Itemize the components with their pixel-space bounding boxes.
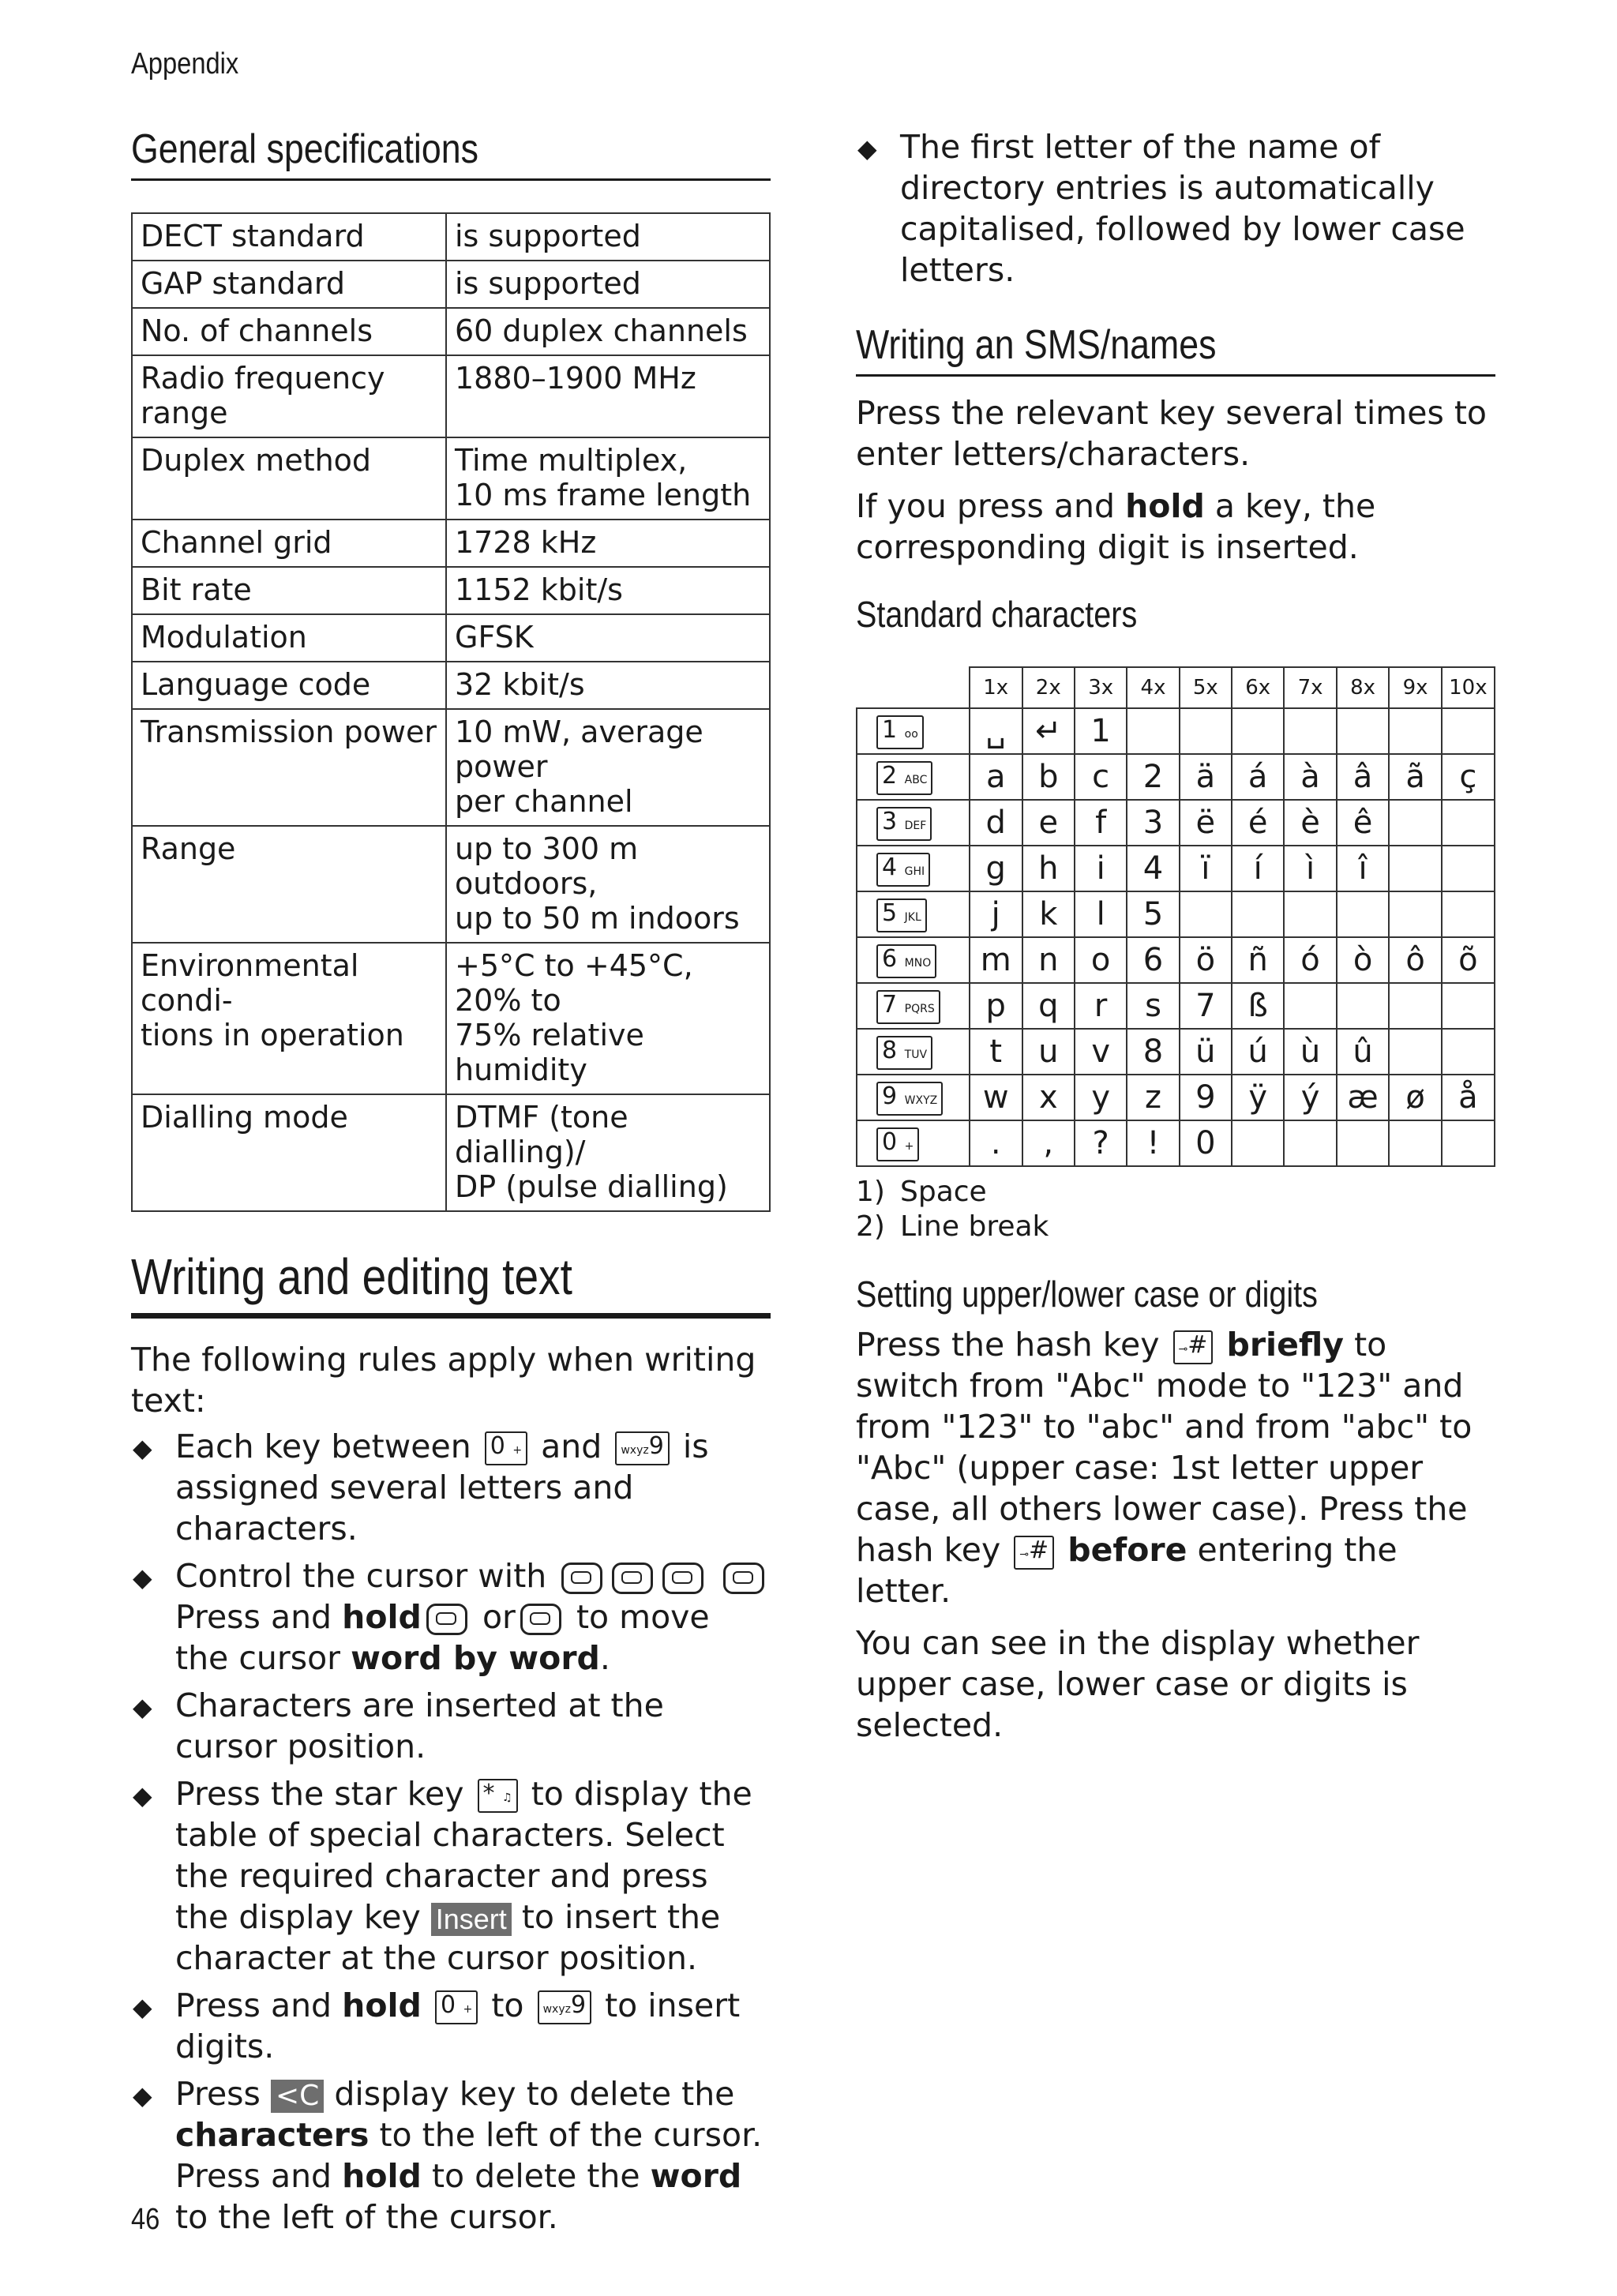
- char-cell: y: [1075, 1075, 1127, 1120]
- spec-value: Time multiplex, 10 ms frame length: [446, 437, 770, 520]
- char-cell: ú: [1232, 1029, 1284, 1075]
- page-number: 46: [131, 2203, 160, 2236]
- case-paragraph-2: You can see in the display whether upper case, lower case or digits is selected.: [856, 1624, 1420, 1745]
- char-cell: [1232, 891, 1284, 937]
- phone-key-cell: [857, 937, 970, 983]
- case-paragraph-1: Press the hash key ⊸# briefly to switch from "Abc" mode to "123" and from "123" to "abc" and from "abc" to "Abc" (upper case: 1st letter upper case, all others lower case). Press the hash key ⊸# before entering the letter.: [856, 1326, 1473, 1611]
- char-cell: [1442, 800, 1495, 846]
- list-item: ◆ Characters are inserted at the cursor position.: [133, 1686, 664, 1765]
- list-item: ◆ Press and hold 0 + to wxyz9 to insert digits.: [133, 1986, 741, 2065]
- table-row: [857, 1029, 1495, 1075]
- char-cell: [1232, 1120, 1284, 1166]
- spec-value: +5°C to +45°C, 20% to 75% relative humidity: [446, 943, 770, 1094]
- standard-chars-heading: Standard characters: [856, 593, 1138, 635]
- char-cell: 3: [1127, 800, 1179, 846]
- press-count-header: 6x: [1232, 667, 1284, 708]
- press-count-header: 5x: [1180, 667, 1232, 708]
- phone-key-cell: [857, 800, 970, 846]
- table-row: [857, 937, 1495, 983]
- char-cell: ü: [1180, 1029, 1232, 1075]
- spec-label: No. of channels: [132, 308, 446, 355]
- char-cell: [1389, 1029, 1441, 1075]
- table-row: [857, 708, 1495, 754]
- char-cell: à: [1284, 754, 1336, 800]
- char-cell: â: [1337, 754, 1390, 800]
- char-cell: w: [970, 1075, 1022, 1120]
- phone-key-cell: [857, 846, 970, 891]
- phone-key-cell: [857, 891, 970, 937]
- char-cell: î: [1337, 846, 1390, 891]
- char-cell: ì: [1284, 846, 1336, 891]
- char-cell: [1389, 983, 1441, 1029]
- char-cell: d: [970, 800, 1022, 846]
- spec-label: DECT standard: [132, 213, 446, 261]
- char-cell: 8: [1127, 1029, 1179, 1075]
- bullet-diamond-icon: ◆: [133, 2080, 152, 2110]
- table-row: [132, 943, 770, 1094]
- char-cell: [1180, 891, 1232, 937]
- key-9-icon: wxyz9: [538, 1990, 591, 2024]
- spec-label: Transmission power: [132, 709, 446, 826]
- bullet-diamond-icon: ◆: [857, 133, 877, 163]
- nav-up-icon: [662, 1563, 703, 1594]
- char-cell: 2: [1127, 754, 1179, 800]
- char-cell: ç: [1442, 754, 1495, 800]
- char-cell: n: [1022, 937, 1075, 983]
- char-cell: ÿ: [1232, 1075, 1284, 1120]
- char-cell: ñ: [1232, 937, 1284, 983]
- char-cell: û: [1337, 1029, 1390, 1075]
- footnotes: [856, 1175, 1495, 1244]
- char-cell: ù: [1284, 1029, 1336, 1075]
- char-cell: g: [970, 846, 1022, 891]
- phone-key-2-icon: 2 ABC: [876, 761, 932, 795]
- char-cell: 6: [1127, 937, 1179, 983]
- char-cell: t: [970, 1029, 1022, 1075]
- char-cell: å: [1442, 1075, 1495, 1120]
- spec-value: 1880–1900 MHz: [446, 355, 770, 437]
- phone-key-0-icon: 0 +: [876, 1127, 919, 1161]
- table-row: [857, 846, 1495, 891]
- char-cell: [1442, 1120, 1495, 1166]
- clear-display-key: <C: [271, 2080, 324, 2113]
- spec-label: Dialling mode: [132, 1094, 446, 1211]
- bullet-diamond-icon: ◆: [133, 1691, 152, 1722]
- key-0-icon: 0 +: [485, 1431, 527, 1465]
- footnote-1: 1) Space: [856, 1175, 987, 1208]
- spec-value: 32 kbit/s: [446, 662, 770, 709]
- spec-label: Environmental condi- tions in operation: [132, 943, 446, 1094]
- right-column: [856, 126, 1495, 1746]
- press-count-header: 2x: [1022, 667, 1075, 708]
- hash-key-icon: ⊸#: [1014, 1536, 1054, 1570]
- key-star-icon: * ♫: [478, 1779, 518, 1813]
- char-cell: c: [1075, 754, 1127, 800]
- char-cell: 9: [1180, 1075, 1232, 1120]
- list-item: ◆ Press the star key * ♫ to display the table of special characters. Select the required character and press the display key Insert to insert the character at the cursor position.: [133, 1774, 752, 1977]
- spec-value: 1152 kbit/s: [446, 567, 770, 614]
- table-row: [132, 520, 770, 567]
- char-cell: [1389, 800, 1441, 846]
- spec-label: Language code: [132, 662, 446, 709]
- phone-key-6-icon: 6 MNO: [876, 944, 936, 978]
- table-row: [132, 662, 770, 709]
- char-cell: ò: [1337, 937, 1390, 983]
- char-cell: [1442, 708, 1495, 754]
- list-item: ◆ The first letter of the name of directory entries is automatically capitalised, followed by lower case letters.: [857, 128, 1465, 289]
- phone-key-cell: [857, 1120, 970, 1166]
- table-row: [857, 891, 1495, 937]
- list-item: ◆ Control the cursor with Press and hold or to move the cursor word by word.: [131, 1555, 771, 1679]
- char-cell: [1442, 983, 1495, 1029]
- char-cell: è: [1284, 800, 1336, 846]
- phone-key-7-icon: 7 PQRS: [876, 990, 940, 1024]
- case-heading: Setting upper/lower case or digits: [856, 1273, 1318, 1315]
- char-cell: í: [1232, 846, 1284, 891]
- standard-chars-table: [856, 666, 1495, 1167]
- key-0-icon: 0 +: [435, 1990, 478, 2024]
- table-row: [132, 709, 770, 826]
- char-cell: [1284, 1120, 1336, 1166]
- char-cell: ó: [1284, 937, 1336, 983]
- char-cell: j: [970, 891, 1022, 937]
- char-cell: [1389, 708, 1441, 754]
- char-cell: v: [1075, 1029, 1127, 1075]
- press-count-header: 3x: [1075, 667, 1127, 708]
- char-cell: [1442, 846, 1495, 891]
- table-row: [132, 1094, 770, 1211]
- phone-key-cell: [857, 708, 970, 754]
- press-count-header: 7x: [1284, 667, 1336, 708]
- spec-value: is supported: [446, 261, 770, 308]
- char-cell: [1337, 708, 1390, 754]
- table-row: [132, 826, 770, 943]
- char-cell: q: [1022, 983, 1075, 1029]
- spec-value: GFSK: [446, 614, 770, 662]
- sms-heading: Writing an SMS/names: [856, 322, 1495, 377]
- char-cell: l: [1075, 891, 1127, 937]
- char-cell: ö: [1180, 937, 1232, 983]
- char-cell: [1337, 891, 1390, 937]
- table-row: [857, 1075, 1495, 1120]
- phone-key-8-icon: 8 TUV: [876, 1036, 932, 1070]
- table-row: [132, 213, 770, 261]
- spec-value: 1728 kHz: [446, 520, 770, 567]
- char-cell: ô: [1389, 937, 1441, 983]
- nav-left-icon: [561, 1563, 602, 1594]
- char-cell: 0: [1180, 1120, 1232, 1166]
- char-cell: a: [970, 754, 1022, 800]
- table-row: [132, 614, 770, 662]
- phone-key-cell: [857, 754, 970, 800]
- char-cell: õ: [1442, 937, 1495, 983]
- press-count-header: 9x: [1389, 667, 1441, 708]
- char-cell: s: [1127, 983, 1179, 1029]
- spec-value: up to 300 m outdoors, up to 50 m indoors: [446, 826, 770, 943]
- char-cell: ã: [1389, 754, 1441, 800]
- char-cell: [1284, 708, 1336, 754]
- char-cell: 5: [1127, 891, 1179, 937]
- press-count-header: 8x: [1337, 667, 1390, 708]
- phone-key-5-icon: 5 JKL: [876, 899, 927, 932]
- press-count-header: 4x: [1127, 667, 1179, 708]
- general-specs-heading: General specifications: [131, 126, 771, 181]
- char-cell: [1232, 708, 1284, 754]
- phone-key-3-icon: 3 DEF: [876, 807, 932, 841]
- spec-label: Modulation: [132, 614, 446, 662]
- phone-key-cell: [857, 1029, 970, 1075]
- char-cell: [1180, 708, 1232, 754]
- phone-key-4-icon: 4 GHI: [876, 853, 930, 887]
- char-cell: [1442, 891, 1495, 937]
- key-9-icon: wxyz9: [615, 1431, 669, 1465]
- spec-label: Radio frequency range: [132, 355, 446, 437]
- char-cell: [1284, 983, 1336, 1029]
- char-cell: r: [1075, 983, 1127, 1029]
- char-cell: [1127, 708, 1179, 754]
- sms-paragraph-2: If you press and hold a key, the corresponding digit is inserted.: [856, 486, 1376, 566]
- char-cell: u: [1022, 1029, 1075, 1075]
- char-cell: [1389, 891, 1441, 937]
- spec-value: DTMF (tone dialling)/ DP (pulse dialling): [446, 1094, 770, 1211]
- press-count-header: 1x: [970, 667, 1022, 708]
- writing-intro: The following rules apply when writing text:: [131, 1340, 756, 1420]
- char-cell: ␣: [970, 708, 1022, 754]
- nav-left-icon: [426, 1604, 467, 1635]
- char-cell: æ: [1337, 1075, 1390, 1120]
- char-cell: é: [1232, 800, 1284, 846]
- char-cell: i: [1075, 846, 1127, 891]
- bullet-diamond-icon: ◆: [133, 1432, 152, 1463]
- table-row: [132, 261, 770, 308]
- writing-heading: Writing and editing text: [131, 1247, 771, 1319]
- sms-paragraph-1: Press the relevant key several times to enter letters/characters.: [856, 393, 1487, 473]
- char-cell: x: [1022, 1075, 1075, 1120]
- char-cell: o: [1075, 937, 1127, 983]
- char-cell: 4: [1127, 846, 1179, 891]
- spec-label: Range: [132, 826, 446, 943]
- nav-down-icon: [723, 1563, 764, 1594]
- bullet-diamond-icon: ◆: [133, 1562, 152, 1593]
- specs-table: [131, 212, 771, 1212]
- left-column: [131, 126, 771, 2244]
- char-cell: ,: [1022, 1120, 1075, 1166]
- footnote-2: 2) Line break: [856, 1210, 1049, 1243]
- list-item: ◆ Each key between 0 + and wxyz9 is assigned several letters and characters.: [133, 1427, 709, 1548]
- spec-value: 60 duplex channels: [446, 308, 770, 355]
- table-row: [857, 1120, 1495, 1166]
- hash-key-icon: ⊸#: [1173, 1330, 1214, 1364]
- table-row: [132, 437, 770, 520]
- char-cell: k: [1022, 891, 1075, 937]
- phone-key-9-icon: 9 WXYZ: [876, 1082, 943, 1116]
- table-row: [132, 567, 770, 614]
- bullet-diamond-icon: ◆: [133, 1991, 152, 2022]
- writing-rules-list: [131, 1426, 771, 2238]
- insert-display-key: Insert: [431, 1903, 512, 1936]
- writing-rules-list-cont: [856, 126, 1495, 291]
- list-item: ◆ Press <C display key to delete the characters to the left of the cursor. Press and hold to delete the word to the left of the cursor.: [133, 2074, 763, 2236]
- char-cell: ø: [1389, 1075, 1441, 1120]
- char-cell: [1442, 1029, 1495, 1075]
- char-cell: m: [970, 937, 1022, 983]
- char-cell: e: [1022, 800, 1075, 846]
- char-cell: ä: [1180, 754, 1232, 800]
- char-cell: [1389, 846, 1441, 891]
- phone-key-1-icon: 1 oo: [876, 715, 924, 749]
- table-row: [857, 983, 1495, 1029]
- phone-key-cell: [857, 1075, 970, 1120]
- nav-right-icon: [520, 1604, 561, 1635]
- char-cell: h: [1022, 846, 1075, 891]
- table-row: [857, 754, 1495, 800]
- char-cell: ý: [1284, 1075, 1336, 1120]
- table-row: [857, 800, 1495, 846]
- char-cell: 7: [1180, 983, 1232, 1029]
- spec-label: Bit rate: [132, 567, 446, 614]
- char-cell: p: [970, 983, 1022, 1029]
- bullet-diamond-icon: ◆: [133, 1780, 152, 1810]
- phone-key-cell: [857, 983, 970, 1029]
- char-cell: á: [1232, 754, 1284, 800]
- char-cell: .: [970, 1120, 1022, 1166]
- char-cell: ↵: [1022, 708, 1075, 754]
- page-header: Appendix: [131, 47, 239, 81]
- char-cell: z: [1127, 1075, 1179, 1120]
- char-cell: ß: [1232, 983, 1284, 1029]
- char-cell: !: [1127, 1120, 1179, 1166]
- spec-value: is supported: [446, 213, 770, 261]
- spec-label: Channel grid: [132, 520, 446, 567]
- char-cell: ë: [1180, 800, 1232, 846]
- table-header-row: [857, 667, 1495, 708]
- press-count-header: 10x: [1442, 667, 1495, 708]
- header-blank-cell: [857, 667, 970, 708]
- char-cell: f: [1075, 800, 1127, 846]
- char-cell: ê: [1337, 800, 1390, 846]
- table-row: [132, 308, 770, 355]
- table-row: [132, 355, 770, 437]
- char-cell: b: [1022, 754, 1075, 800]
- char-cell: [1337, 1120, 1390, 1166]
- spec-label: GAP standard: [132, 261, 446, 308]
- spec-value: 10 mW, average power per channel: [446, 709, 770, 826]
- char-cell: 1: [1075, 708, 1127, 754]
- nav-right-icon: [612, 1563, 653, 1594]
- spec-label: Duplex method: [132, 437, 446, 520]
- char-cell: [1284, 891, 1336, 937]
- char-cell: ï: [1180, 846, 1232, 891]
- char-cell: [1337, 983, 1390, 1029]
- char-cell: [1389, 1120, 1441, 1166]
- char-cell: ?: [1075, 1120, 1127, 1166]
